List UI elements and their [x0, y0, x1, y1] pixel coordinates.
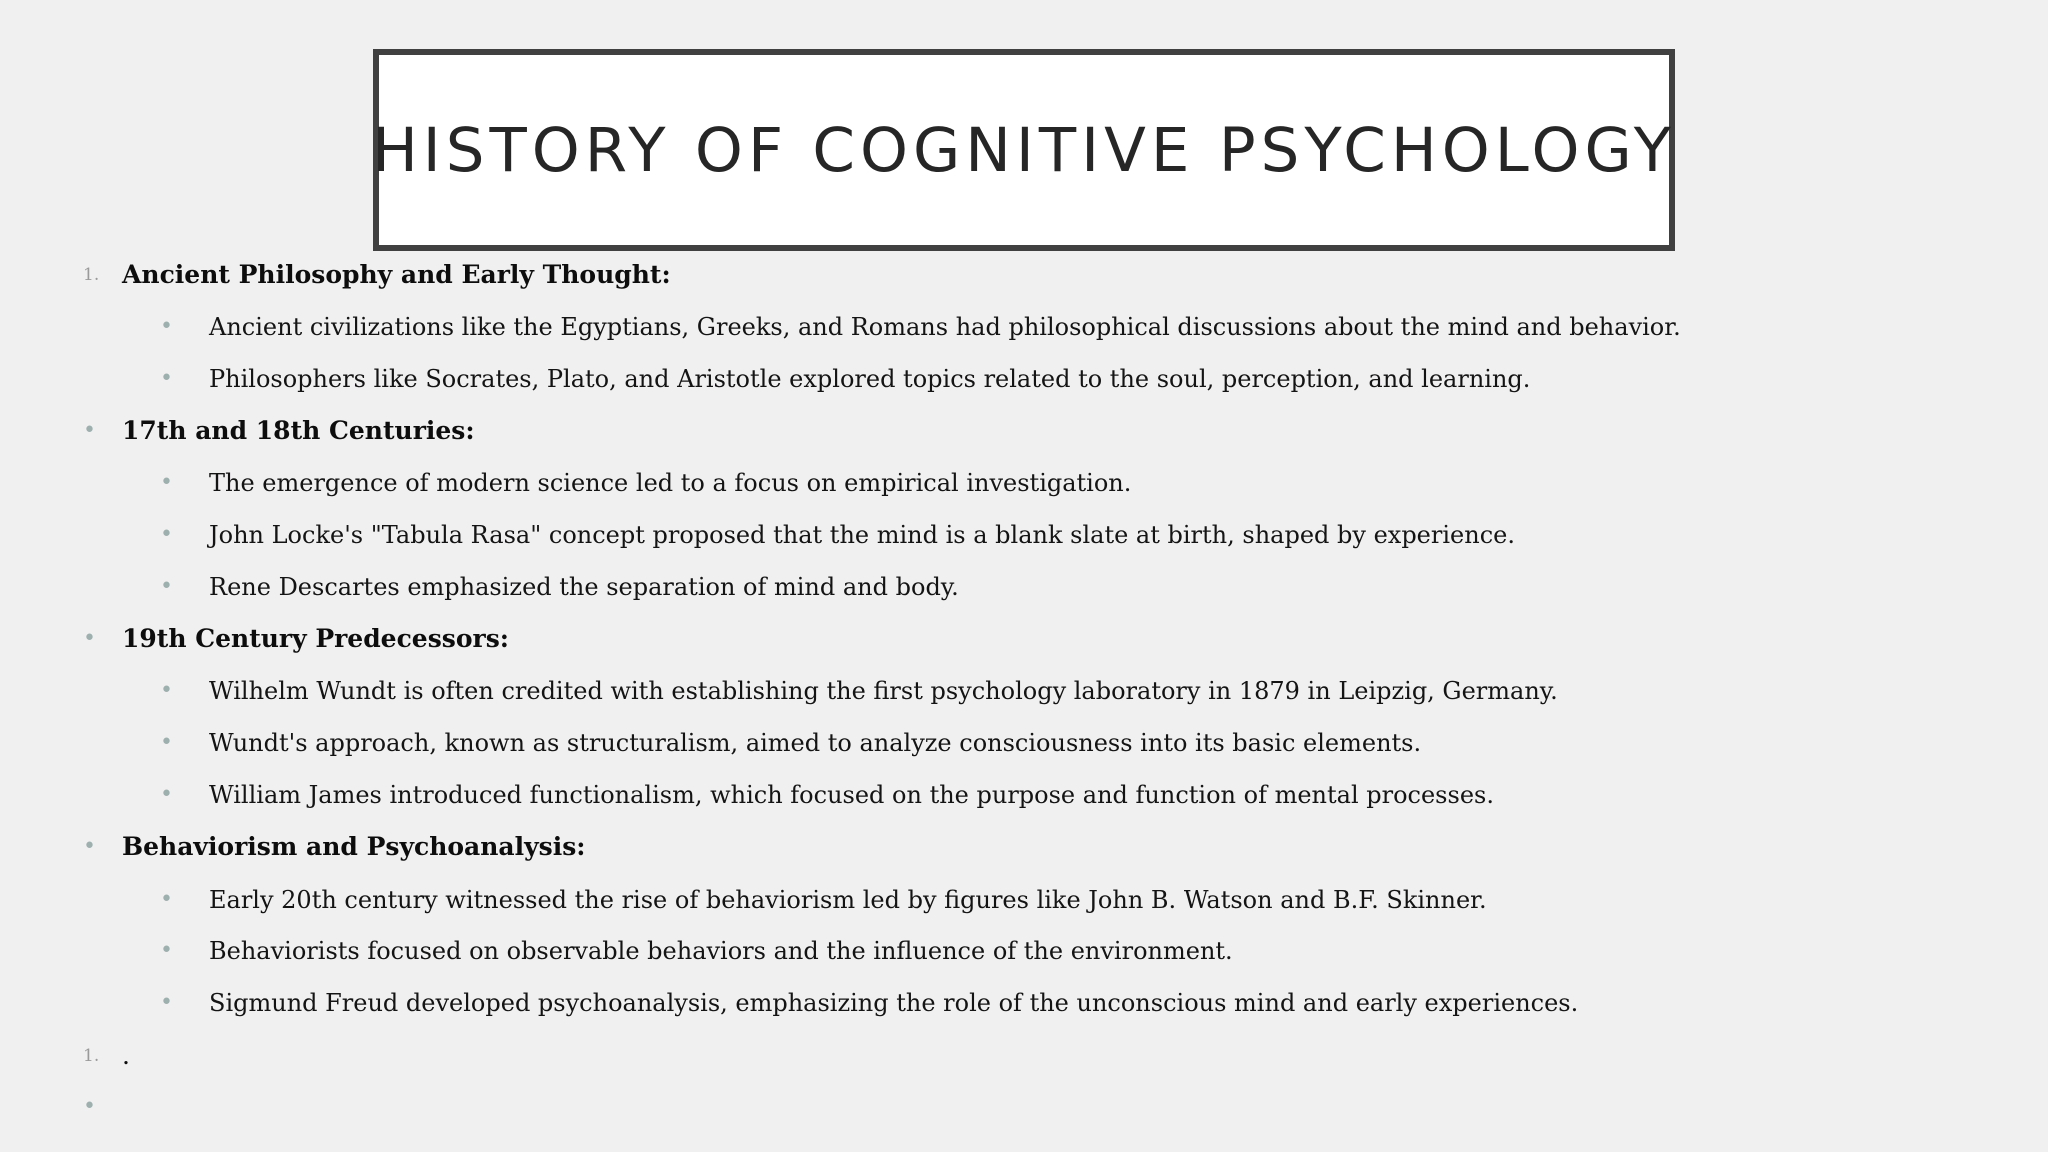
bullet-marker: •	[160, 522, 173, 547]
bullet-text: Ancient civilizations like the Egyptians, Greeks, and Romans had philosophical discussions about the mind and behavior.	[209, 313, 1681, 341]
outline-bullet-row	[0, 977, 2048, 1029]
trailing-text: .	[122, 1041, 130, 1070]
outline-heading-row	[0, 613, 2048, 665]
bullet-text: William James introduced functionalism, which focused on the purpose and function of mental processes.	[209, 781, 1494, 809]
outline-bullet-row	[0, 561, 2048, 613]
section-heading: Behaviorism and Psychoanalysis:	[122, 832, 586, 861]
section-heading: 17th and 18th Centuries:	[122, 416, 475, 445]
list-number-marker: 1.	[83, 265, 100, 285]
bullet-marker: •	[83, 834, 96, 859]
bullet-text: Philosophers like Socrates, Plato, and Aristotle explored topics related to the soul, perception, and learning.	[209, 365, 1531, 393]
outline-bullet-row	[0, 665, 2048, 717]
bullet-text: Early 20th century witnessed the rise of behaviorism led by figures like John B. Watson and B.F. Skinner.	[209, 886, 1487, 914]
outline-heading-row	[0, 405, 2048, 457]
outline-heading-row	[0, 249, 2048, 301]
bullet-marker: •	[83, 626, 96, 651]
bullet-marker: •	[160, 887, 173, 912]
slide-title: HISTORY OF COGNITIVE PSYCHOLOGY	[371, 114, 1677, 186]
list-number-marker: 1.	[83, 1046, 100, 1066]
bullet-marker: •	[83, 418, 96, 443]
outline-bullet-row	[0, 509, 2048, 561]
outline-trailing-row	[0, 1030, 2048, 1082]
outline-bullet-row	[0, 925, 2048, 977]
bullet-text: Rene Descartes emphasized the separation of mind and body.	[209, 573, 959, 601]
outline-trailing-row	[0, 1081, 2048, 1133]
section-heading: 19th Century Predecessors:	[122, 624, 510, 653]
bullet-marker: •	[83, 1094, 96, 1119]
bullet-marker: •	[160, 730, 173, 755]
bullet-text: Sigmund Freud developed psychoanalysis, emphasizing the role of the unconscious mind and early experiences.	[209, 989, 1579, 1017]
bullet-marker: •	[160, 678, 173, 703]
bullet-text: John Locke's "Tabula Rasa" concept proposed that the mind is a blank slate at birth, shaped by experience.	[209, 521, 1515, 549]
bullet-marker: •	[160, 938, 173, 963]
outline-bullet-row	[0, 717, 2048, 769]
bullet-marker: •	[160, 366, 173, 391]
section-heading: Ancient Philosophy and Early Thought:	[122, 260, 671, 289]
bullet-text: Behaviorists focused on observable behaviors and the influence of the environment.	[209, 937, 1233, 965]
bullet-marker: •	[160, 574, 173, 599]
bullet-text: Wundt's approach, known as structuralism, aimed to analyze consciousness into its basic elements.	[209, 729, 1422, 757]
bullet-marker: •	[160, 782, 173, 807]
bullet-marker: •	[160, 990, 173, 1015]
outline-bullet-row	[0, 874, 2048, 926]
bullet-marker: •	[160, 314, 173, 339]
bullet-text: The emergence of modern science led to a focus on empirical investigation.	[209, 469, 1132, 497]
outline-bullet-row	[0, 457, 2048, 509]
outline-bullet-row	[0, 301, 2048, 353]
bullet-text: Wilhelm Wundt is often credited with establishing the first psychology laboratory in 1879 in Leipzig, Germany.	[209, 677, 1558, 705]
outline-heading-row	[0, 821, 2048, 873]
bullet-marker: •	[160, 470, 173, 495]
outline-bullet-row	[0, 769, 2048, 821]
outline-bullet-row	[0, 353, 2048, 405]
